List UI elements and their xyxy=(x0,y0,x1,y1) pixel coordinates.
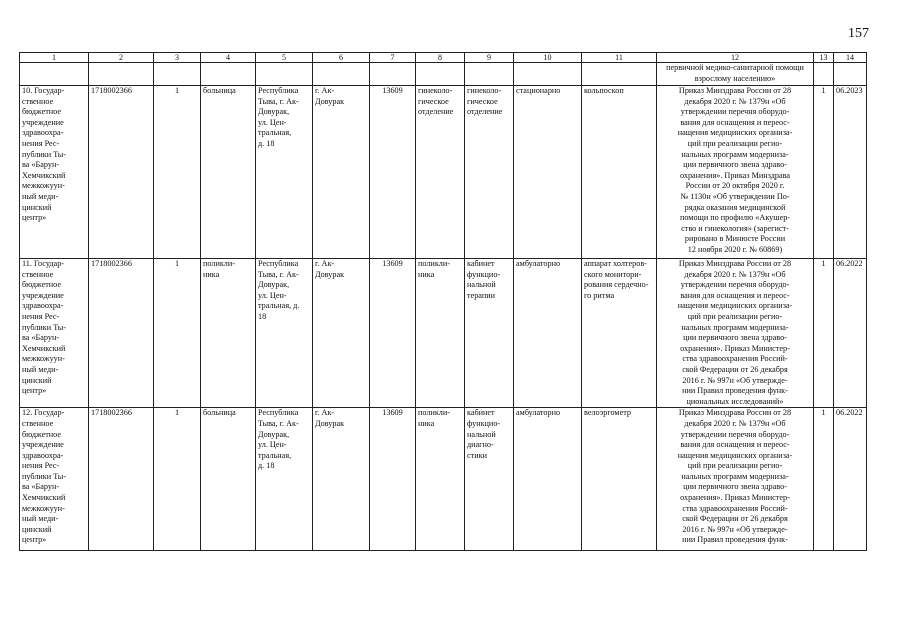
column-number: 4 xyxy=(201,53,256,63)
date-cell: 06.2023 xyxy=(834,86,867,259)
date-cell: 06.2022 xyxy=(834,408,867,551)
col3-cell: 1 xyxy=(154,86,201,259)
unit-cell: кабинет функцио- нальной диагно- стики xyxy=(465,408,514,551)
division-cell: поликли- ника xyxy=(416,408,465,551)
column-number: 8 xyxy=(416,53,465,63)
quantity-cell: 1 xyxy=(814,259,834,408)
column-number: 1 xyxy=(20,53,89,63)
address-cell: Республика Тыва, г. Ак- Довурак, ул. Цен- тральная, д. 18 xyxy=(256,408,313,551)
column-number: 11 xyxy=(582,53,657,63)
care-form-cell: стационарно xyxy=(514,86,582,259)
legal-basis-cell: Приказ Минздрава России от 28 декабря 2020 г. № 1379н «Об утверждении перечня оборудо- вания для оснащения и переос- нащения медицинских организа- ций при реализации регио- нальных программ модерниза- ции первичного звена здраво- охранения». Приказ Министер- ства здравоохранения Россий- ской Федерации от 26 декабря 2016 г. № 997н «Об утвержде- нии Правил проведения функ- xyxy=(657,408,814,551)
settlement-cell: г. Ак- Довурак xyxy=(313,259,370,408)
column-number: 7 xyxy=(370,53,416,63)
continuation-row xyxy=(20,63,867,86)
column-number: 6 xyxy=(313,53,370,63)
inn-cell: 1718002366 xyxy=(89,86,154,259)
equipment-cell: аппарат холтеров- ского монитори- рования сердечно- го ритма xyxy=(582,259,657,408)
address-cell: Республика Тыва, г. Ак- Довурак, ул. Цен- тральная, д. 18 xyxy=(256,86,313,259)
settlement-cell: г. Ак- Довурак xyxy=(313,408,370,551)
address-cell: Республика Тыва, г. Ак- Довурак, ул. Цен- тральная, д. 18 xyxy=(256,259,313,408)
facility-type-cell: больница xyxy=(201,408,256,551)
legal-basis-cell: Приказ Минздрава России от 28 декабря 2020 г. № 1379н «Об утверждении перечня оборудо- вания для оснащения и переос- нащения медицинских организа- ций при реализации регио- нальных программ модерниза- ции первичного звена здраво- охранения». Приказ Министер- ства здравоохранения Россий- ской Федерации от 26 декабря 2016 г. № 997н «Об утвержде- нии Правил проведения функ- циональных исследований» xyxy=(657,259,814,408)
legal-basis-cell: Приказ Минздрава России от 28 декабря 2020 г. № 1379н «Об утверждении перечня оборудо- вания для оснащения и переос- нащения медицинских организа- ций при реализации регио- нальных программ модерниза- ции первичного звена здраво- охранения». Приказ Минздрава России от 20 октября 2020 г. № 1130н «Об утверждении По- рядка оказания медицинской помощи по профилю «Акушер- ство и гинекология» (зарегист- рировано в Минюсте России 12 ноября 2020 г. № 60869) xyxy=(657,86,814,259)
table-row xyxy=(20,86,867,259)
column-number-row xyxy=(20,53,867,63)
column-number: 3 xyxy=(154,53,201,63)
inn-cell: 1718002366 xyxy=(89,408,154,551)
date-cell: 06.2022 xyxy=(834,259,867,408)
quantity-cell: 1 xyxy=(814,86,834,259)
unit-cell: гинеколо- гическое отделение xyxy=(465,86,514,259)
quantity-cell: 1 xyxy=(814,408,834,551)
organization-cell: 12. Государ- ственное бюджетное учреждение здравоохра- нения Рес- публики Ты- ва «Барун- Хемчикский межкожуун- ный меди- цинский центр» xyxy=(20,408,89,551)
column-number: 10 xyxy=(514,53,582,63)
inn-cell: 1718002366 xyxy=(89,259,154,408)
organization-cell: 10. Государ- ственное бюджетное учреждение здравоохра- нения Рес- публики Ты- ва «Барун- Хемчикский межкожуун- ный меди- цинский центр» xyxy=(20,86,89,259)
care-form-cell: амбулаторно xyxy=(514,408,582,551)
column-number: 14 xyxy=(834,53,867,63)
col3-cell: 1 xyxy=(154,259,201,408)
division-cell: поликли- ника xyxy=(416,259,465,408)
table-row xyxy=(20,408,867,551)
care-form-cell: амбулаторно xyxy=(514,259,582,408)
col3-cell: 1 xyxy=(154,408,201,551)
column-number: 12 xyxy=(657,53,814,63)
organization-cell: 11. Государ- ственное бюджетное учреждение здравоохра- нения Рес- публики Ты- ва «Барун- Хемчикский межкожуун- ный меди- цинский центр» xyxy=(20,259,89,408)
code-cell: 13609 xyxy=(370,408,416,551)
column-number: 5 xyxy=(256,53,313,63)
continuation-text: первичной медико-санитарной помощи взрослому населению» xyxy=(657,63,814,86)
code-cell: 13609 xyxy=(370,86,416,259)
facility-type-cell: больница xyxy=(201,86,256,259)
settlement-cell: г. Ак- Довурак xyxy=(313,86,370,259)
column-number: 13 xyxy=(814,53,834,63)
column-number: 2 xyxy=(89,53,154,63)
column-number: 9 xyxy=(465,53,514,63)
register-table xyxy=(19,52,867,551)
table-row xyxy=(20,259,867,408)
equipment-cell: кольпоскоп xyxy=(582,86,657,259)
equipment-cell: велоэргометр xyxy=(582,408,657,551)
code-cell: 13609 xyxy=(370,259,416,408)
page-number: 157 xyxy=(848,26,869,41)
facility-type-cell: поликли- ника xyxy=(201,259,256,408)
unit-cell: кабинет функцио- нальной терапии xyxy=(465,259,514,408)
division-cell: гинеколо- гическое отделение xyxy=(416,86,465,259)
